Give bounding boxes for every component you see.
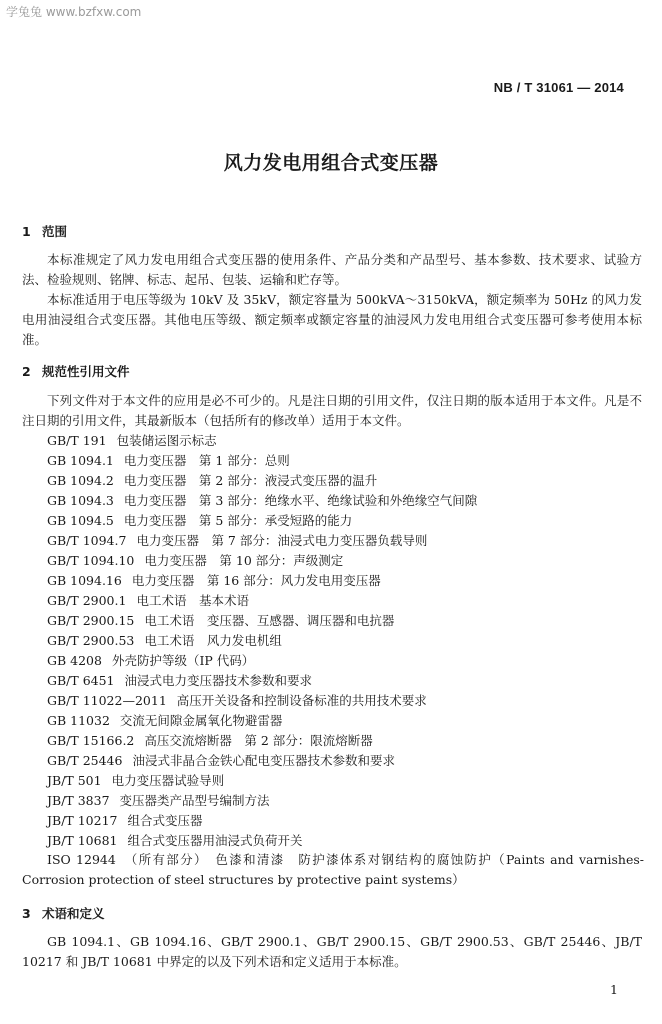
iso-reference-item: ISO 12944 （所有部分） 色漆和清漆 防护漆体系对钢结构的腐蚀防护（Paints and varnishes-Corrosion protection of steel structures by protective paint systems） <box>22 852 644 887</box>
reference-item <box>0 711 662 731</box>
reference-code: GB 1094.16 <box>47 573 122 588</box>
reference-item <box>0 811 662 831</box>
page-number: 1 <box>610 982 618 997</box>
reference-name: 变压器类产品型号编制方法 <box>119 793 270 808</box>
reference-item <box>0 791 662 811</box>
reference-name: 组合式变压器用油浸式负荷开关 <box>127 833 303 848</box>
section-1-paragraph-2: 本标准适用于电压等级为 10kV 及 35kV，额定容量为 500kVA～3150kVA，额定频率为 50Hz 的风力发电用油浸组合式变压器。其他电压等级、额定频率或额定容量的油浸风力发电用组合式变压器可参考使用本标准。 <box>22 292 642 347</box>
reference-code: GB/T 11022—2011 <box>47 693 167 708</box>
reference-code: GB 1094.2 <box>47 473 114 488</box>
reference-code: GB 1094.1 <box>47 453 114 468</box>
reference-code: GB/T 1094.10 <box>47 553 135 568</box>
reference-code: GB 4208 <box>47 653 102 668</box>
reference-code: GB 11032 <box>47 713 110 728</box>
section-3-heading <box>22 904 105 922</box>
reference-name: 电力变压器 第 7 部分：油浸式电力变压器负载导则 <box>136 533 428 548</box>
reference-name: 电工术语 基本术语 <box>136 593 249 608</box>
reference-name: 高压交流熔断器 第 2 部分：限流熔断器 <box>144 733 373 748</box>
reference-code: GB 1094.5 <box>47 513 114 528</box>
reference-code: GB/T 15166.2 <box>47 733 135 748</box>
section-title: 范围 <box>42 224 68 239</box>
reference-item <box>0 631 662 651</box>
reference-item <box>0 751 662 771</box>
reference-item <box>0 591 662 611</box>
reference-item <box>0 831 662 851</box>
reference-code: JB/T 501 <box>47 773 102 788</box>
reference-name: 油浸式电力变压器技术参数和要求 <box>124 673 313 688</box>
reference-name: 交流无间隙金属氧化物避雷器 <box>119 713 283 728</box>
reference-name: 电力变压器 第 16 部分：风力发电用变压器 <box>131 573 381 588</box>
reference-code: GB/T 2900.53 <box>47 633 135 648</box>
reference-name: 电工术语 变压器、互感器、调压器和电抗器 <box>144 613 395 628</box>
reference-item <box>0 691 662 711</box>
section-1-paragraph-1: 本标准规定了风力发电用组合式变压器的使用条件、产品分类和产品型号、基本参数、技术要求、试验方法、检验规则、铭牌、标志、起吊、包装、运输和贮存等。 <box>22 252 642 287</box>
section-number: 1 <box>22 224 31 239</box>
reference-name: 电工术语 风力发电机组 <box>144 633 282 648</box>
reference-item <box>0 491 662 511</box>
reference-code: GB/T 6451 <box>47 673 115 688</box>
reference-name: 电力变压器 第 10 部分：声级测定 <box>144 553 344 568</box>
reference-code: JB/T 3837 <box>47 793 110 808</box>
normative-references-list <box>0 431 662 851</box>
reference-item <box>0 531 662 551</box>
reference-item <box>0 431 662 451</box>
section-1-heading <box>22 222 67 240</box>
reference-code: GB 1094.3 <box>47 493 114 508</box>
section-title: 规范性引用文件 <box>42 364 130 379</box>
reference-code: GB/T 2900.15 <box>47 613 135 628</box>
reference-name: 组合式变压器 <box>127 813 203 828</box>
reference-item <box>0 771 662 791</box>
reference-code: GB/T 1094.7 <box>47 533 127 548</box>
reference-name: 电力变压器试验导则 <box>111 773 225 788</box>
reference-item <box>0 731 662 751</box>
watermark: 学兔兔 www.bzfxw.com <box>6 5 142 19</box>
section-number: 3 <box>22 906 31 921</box>
reference-name: 电力变压器 第 2 部分：液浸式变压器的温升 <box>123 473 378 488</box>
reference-item <box>0 451 662 471</box>
reference-code: GB/T 191 <box>47 433 107 448</box>
reference-item <box>0 511 662 531</box>
reference-code: JB/T 10217 <box>47 813 118 828</box>
reference-name: 高压开关设备和控制设备标准的共用技术要求 <box>176 693 427 708</box>
reference-item <box>0 671 662 691</box>
reference-item <box>0 471 662 491</box>
reference-code: GB/T 25446 <box>47 753 123 768</box>
section-2-paragraph-1: 下列文件对于本文件的应用是必不可少的。凡是注日期的引用文件，仅注日期的版本适用于本文件。凡是不注日期的引用文件，其最新版本（包括所有的修改单）适用于本文件。 <box>22 393 642 428</box>
reference-name: 油浸式非晶合金铁心配电变压器技术参数和要求 <box>132 753 395 768</box>
reference-name: 电力变压器 第 5 部分：承受短路的能力 <box>123 513 353 528</box>
reference-item <box>0 551 662 571</box>
reference-name: 电力变压器 第 3 部分：绝缘水平、绝缘试验和外绝缘空气间隙 <box>123 493 478 508</box>
document-title: 风力发电用组合式变压器 <box>223 152 439 174</box>
reference-code: GB/T 2900.1 <box>47 593 127 608</box>
reference-name: 电力变压器 第 1 部分：总则 <box>123 453 290 468</box>
reference-code: JB/T 10681 <box>47 833 118 848</box>
reference-item <box>0 571 662 591</box>
reference-name: 外壳防护等级（IP 代码） <box>111 653 255 668</box>
standard-number: NB / T 31061 — 2014 <box>493 80 624 95</box>
section-title: 术语和定义 <box>42 906 105 921</box>
reference-item <box>0 611 662 631</box>
reference-item <box>0 651 662 671</box>
section-number: 2 <box>22 364 31 379</box>
section-3-paragraph-1: GB 1094.1、GB 1094.16、GB/T 2900.1、GB/T 2900.15、GB/T 2900.53、GB/T 25446、JB/T 10217 和 JB/T 10681 中界定的以及下列术语和定义适用于本标准。 <box>22 934 642 969</box>
section-2-heading <box>22 362 130 380</box>
reference-name: 包装储运图示标志 <box>116 433 217 448</box>
